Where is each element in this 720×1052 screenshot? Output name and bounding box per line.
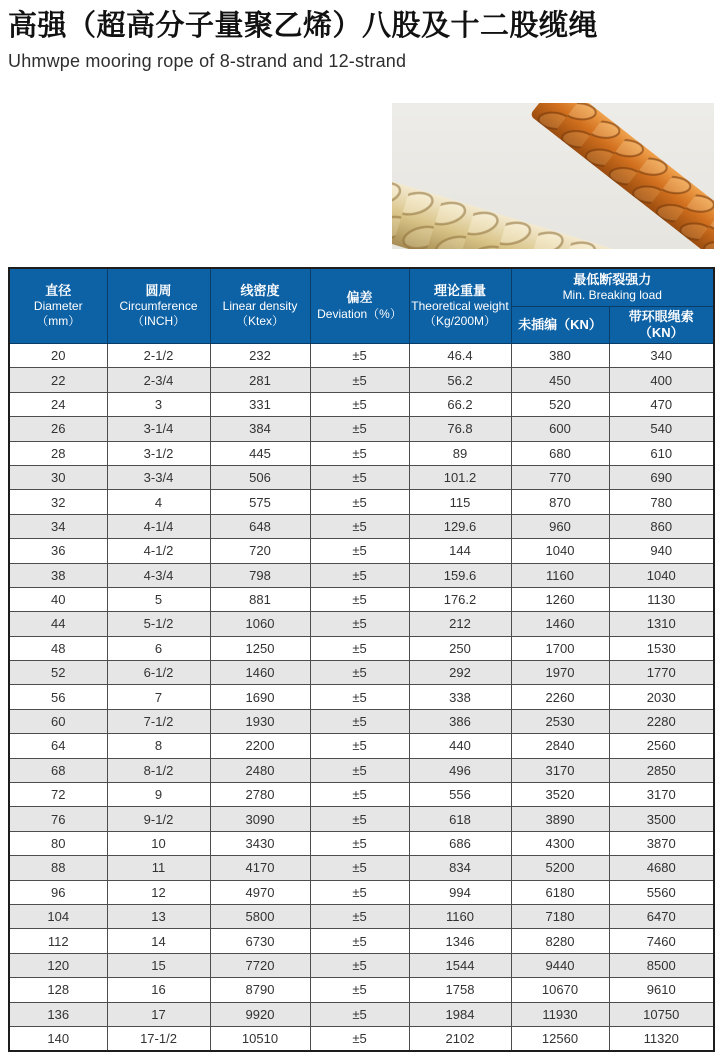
- table-cell: 2840: [511, 734, 609, 758]
- table-cell: 212: [409, 612, 511, 636]
- table-cell: 860: [609, 514, 714, 538]
- table-cell: 112: [9, 929, 107, 953]
- col-header-linear-density: 线密度 Linear density （Ktex）: [210, 268, 310, 344]
- table-cell: 10750: [609, 1002, 714, 1026]
- table-cell: 834: [409, 856, 511, 880]
- table-row: [9, 953, 714, 977]
- table-cell: ±5: [310, 856, 409, 880]
- table-cell: 9-1/2: [107, 807, 210, 831]
- table-cell: 2030: [609, 685, 714, 709]
- col-header-unspliced: 未插编（KN）: [511, 306, 609, 344]
- table-row: [9, 880, 714, 904]
- table-cell: 16: [107, 978, 210, 1002]
- table-cell: 496: [409, 758, 511, 782]
- table-cell: 3: [107, 392, 210, 416]
- table-cell: 32: [9, 490, 107, 514]
- table-cell: 8-1/2: [107, 758, 210, 782]
- table-cell: ±5: [310, 441, 409, 465]
- table-cell: ±5: [310, 563, 409, 587]
- table-cell: 338: [409, 685, 511, 709]
- table-cell: 9: [107, 783, 210, 807]
- table-cell: 7: [107, 685, 210, 709]
- table-cell: 8280: [511, 929, 609, 953]
- table-cell: 176.2: [409, 587, 511, 611]
- table-cell: 4-1/4: [107, 514, 210, 538]
- table-cell: 380: [511, 344, 609, 368]
- table-cell: 6470: [609, 904, 714, 928]
- table-cell: 8500: [609, 953, 714, 977]
- table-cell: 2850: [609, 758, 714, 782]
- table-cell: 5200: [511, 856, 609, 880]
- rope-photo-illustration: [392, 103, 714, 249]
- table-cell: ±5: [310, 1002, 409, 1026]
- table-cell: 46.4: [409, 344, 511, 368]
- table-cell: 6: [107, 636, 210, 660]
- table-cell: 1160: [409, 904, 511, 928]
- table-cell: 48: [9, 636, 107, 660]
- table-cell: ±5: [310, 612, 409, 636]
- table-cell: 12560: [511, 1026, 609, 1050]
- table-cell: 3500: [609, 807, 714, 831]
- table-cell: 690: [609, 465, 714, 489]
- table-cell: 17-1/2: [107, 1026, 210, 1050]
- table-row: [9, 563, 714, 587]
- table-cell: ±5: [310, 734, 409, 758]
- table-cell: 56.2: [409, 368, 511, 392]
- table-cell: 1346: [409, 929, 511, 953]
- table-row: [9, 441, 714, 465]
- table-row: [9, 417, 714, 441]
- table-cell: 292: [409, 661, 511, 685]
- table-row: [9, 709, 714, 733]
- table-cell: 7460: [609, 929, 714, 953]
- table-cell: 6180: [511, 880, 609, 904]
- table-cell: 120: [9, 953, 107, 977]
- table-row: [9, 514, 714, 538]
- table-cell: 13: [107, 904, 210, 928]
- table-cell: 2-1/2: [107, 344, 210, 368]
- table-cell: 331: [210, 392, 310, 416]
- table-cell: 1770: [609, 661, 714, 685]
- table-cell: 3430: [210, 831, 310, 855]
- table-cell: 101.2: [409, 465, 511, 489]
- table-cell: 1970: [511, 661, 609, 685]
- table-cell: 2200: [210, 734, 310, 758]
- table-cell: 881: [210, 587, 310, 611]
- table-row: [9, 978, 714, 1002]
- table-cell: 28: [9, 441, 107, 465]
- table-cell: 2260: [511, 685, 609, 709]
- table-cell: 136: [9, 1002, 107, 1026]
- table-cell: 400: [609, 368, 714, 392]
- table-cell: 56: [9, 685, 107, 709]
- table-cell: 76.8: [409, 417, 511, 441]
- table-cell: 618: [409, 807, 511, 831]
- table-cell: 770: [511, 465, 609, 489]
- table-cell: 159.6: [409, 563, 511, 587]
- table-cell: 144: [409, 539, 511, 563]
- table-row: [9, 490, 714, 514]
- table-row: [9, 1002, 714, 1026]
- col-header-circumference: 圆周 Circumference （INCH）: [107, 268, 210, 344]
- table-cell: 10670: [511, 978, 609, 1002]
- table-row: [9, 636, 714, 660]
- table-cell: 10: [107, 831, 210, 855]
- table-cell: 940: [609, 539, 714, 563]
- table-cell: 24: [9, 392, 107, 416]
- table-cell: 7180: [511, 904, 609, 928]
- table-cell: 470: [609, 392, 714, 416]
- table-cell: ±5: [310, 587, 409, 611]
- page-title-english: Uhmwpe mooring rope of 8-strand and 12-strand: [8, 51, 407, 72]
- table-cell: 610: [609, 441, 714, 465]
- table-cell: 384: [210, 417, 310, 441]
- table-cell: 1690: [210, 685, 310, 709]
- spec-table-head: [9, 268, 714, 344]
- table-cell: 68: [9, 758, 107, 782]
- table-cell: 386: [409, 709, 511, 733]
- table-cell: 72: [9, 783, 107, 807]
- table-cell: ±5: [310, 465, 409, 489]
- table-cell: 870: [511, 490, 609, 514]
- table-cell: 2-3/4: [107, 368, 210, 392]
- table-cell: ±5: [310, 392, 409, 416]
- col-header-diameter: 直径 Diameter （mm）: [9, 268, 107, 344]
- table-cell: ±5: [310, 709, 409, 733]
- table-row: [9, 465, 714, 489]
- spec-table-body: [9, 344, 714, 1051]
- table-cell: 64: [9, 734, 107, 758]
- table-cell: 4170: [210, 856, 310, 880]
- table-cell: 36: [9, 539, 107, 563]
- table-row: [9, 904, 714, 928]
- table-cell: ±5: [310, 368, 409, 392]
- table-cell: 11: [107, 856, 210, 880]
- table-cell: 1040: [609, 563, 714, 587]
- table-cell: 4970: [210, 880, 310, 904]
- table-cell: 1310: [609, 612, 714, 636]
- table-cell: 5-1/2: [107, 612, 210, 636]
- table-cell: 798: [210, 563, 310, 587]
- table-cell: 440: [409, 734, 511, 758]
- table-cell: 22: [9, 368, 107, 392]
- table-cell: 3-3/4: [107, 465, 210, 489]
- table-cell: 4680: [609, 856, 714, 880]
- col-header-deviation: 偏差 Deviation（%）: [310, 268, 409, 344]
- table-cell: 1040: [511, 539, 609, 563]
- table-cell: 600: [511, 417, 609, 441]
- table-cell: 4-1/2: [107, 539, 210, 563]
- table-cell: ±5: [310, 904, 409, 928]
- table-cell: 3870: [609, 831, 714, 855]
- table-cell: ±5: [310, 417, 409, 441]
- table-row: [9, 856, 714, 880]
- table-cell: 1460: [511, 612, 609, 636]
- table-cell: 1544: [409, 953, 511, 977]
- table-cell: 11930: [511, 1002, 609, 1026]
- table-cell: ±5: [310, 831, 409, 855]
- table-cell: 1530: [609, 636, 714, 660]
- table-cell: 250: [409, 636, 511, 660]
- table-cell: 720: [210, 539, 310, 563]
- table-cell: 3170: [609, 783, 714, 807]
- table-cell: 115: [409, 490, 511, 514]
- table-cell: 1060: [210, 612, 310, 636]
- table-cell: ±5: [310, 661, 409, 685]
- table-cell: 14: [107, 929, 210, 953]
- table-cell: 5800: [210, 904, 310, 928]
- table-cell: 20: [9, 344, 107, 368]
- table-cell: 30: [9, 465, 107, 489]
- table-cell: 5560: [609, 880, 714, 904]
- table-cell: 44: [9, 612, 107, 636]
- table-cell: 10510: [210, 1026, 310, 1050]
- spec-table-wrap: [8, 267, 713, 1052]
- table-cell: 26: [9, 417, 107, 441]
- table-row: [9, 734, 714, 758]
- table-cell: 680: [511, 441, 609, 465]
- table-cell: 648: [210, 514, 310, 538]
- table-row: [9, 539, 714, 563]
- table-row: [9, 612, 714, 636]
- table-cell: 281: [210, 368, 310, 392]
- table-cell: 9610: [609, 978, 714, 1002]
- table-cell: 556: [409, 783, 511, 807]
- table-cell: 66.2: [409, 392, 511, 416]
- table-row: [9, 344, 714, 368]
- table-cell: ±5: [310, 758, 409, 782]
- table-cell: 1930: [210, 709, 310, 733]
- table-cell: ±5: [310, 783, 409, 807]
- table-cell: 7720: [210, 953, 310, 977]
- table-cell: 3-1/4: [107, 417, 210, 441]
- table-cell: 506: [210, 465, 310, 489]
- col-header-eye-spliced: 带环眼绳索（KN）: [609, 306, 714, 344]
- table-row: [9, 831, 714, 855]
- table-cell: 38: [9, 563, 107, 587]
- table-cell: 2530: [511, 709, 609, 733]
- table-cell: ±5: [310, 514, 409, 538]
- table-cell: 96: [9, 880, 107, 904]
- table-cell: 88: [9, 856, 107, 880]
- table-cell: 1130: [609, 587, 714, 611]
- table-cell: 11320: [609, 1026, 714, 1050]
- table-cell: 34: [9, 514, 107, 538]
- table-cell: 960: [511, 514, 609, 538]
- table-cell: ±5: [310, 490, 409, 514]
- table-cell: 4: [107, 490, 210, 514]
- col-header-theoretical-weight: 理论重量 Theoretical weight （Kg/200M）: [409, 268, 511, 344]
- table-cell: 780: [609, 490, 714, 514]
- table-cell: 6-1/2: [107, 661, 210, 685]
- table-cell: 1700: [511, 636, 609, 660]
- table-cell: ±5: [310, 953, 409, 977]
- table-cell: 3890: [511, 807, 609, 831]
- table-cell: 5: [107, 587, 210, 611]
- table-row: [9, 661, 714, 685]
- table-cell: 1758: [409, 978, 511, 1002]
- table-row: [9, 392, 714, 416]
- table-cell: 15: [107, 953, 210, 977]
- table-cell: 1460: [210, 661, 310, 685]
- col-header-breaking-load: 最低断裂强力 Min. Breaking load: [511, 268, 714, 306]
- table-cell: 1984: [409, 1002, 511, 1026]
- table-cell: 60: [9, 709, 107, 733]
- table-cell: 3170: [511, 758, 609, 782]
- table-cell: ±5: [310, 978, 409, 1002]
- table-row: [9, 929, 714, 953]
- rope-photo: [392, 103, 714, 249]
- table-cell: 340: [609, 344, 714, 368]
- table-cell: 52: [9, 661, 107, 685]
- table-cell: 2102: [409, 1026, 511, 1050]
- table-cell: 40: [9, 587, 107, 611]
- table-cell: 129.6: [409, 514, 511, 538]
- table-cell: 575: [210, 490, 310, 514]
- table-cell: 12: [107, 880, 210, 904]
- table-cell: ±5: [310, 880, 409, 904]
- table-row: [9, 807, 714, 831]
- table-row: [9, 783, 714, 807]
- table-cell: 6730: [210, 929, 310, 953]
- table-cell: 9440: [511, 953, 609, 977]
- table-cell: 3090: [210, 807, 310, 831]
- page-title-chinese: 高强（超高分子量聚乙烯）八股及十二股缆绳: [8, 10, 599, 42]
- table-cell: ±5: [310, 1026, 409, 1050]
- table-cell: ±5: [310, 636, 409, 660]
- table-cell: 76: [9, 807, 107, 831]
- table-row: [9, 685, 714, 709]
- table-cell: 4-3/4: [107, 563, 210, 587]
- table-cell: 994: [409, 880, 511, 904]
- table-cell: 1260: [511, 587, 609, 611]
- table-cell: 17: [107, 1002, 210, 1026]
- table-cell: 89: [409, 441, 511, 465]
- table-cell: 9920: [210, 1002, 310, 1026]
- table-cell: 1160: [511, 563, 609, 587]
- table-cell: ±5: [310, 344, 409, 368]
- table-cell: 2560: [609, 734, 714, 758]
- table-cell: 140: [9, 1026, 107, 1050]
- table-cell: 3520: [511, 783, 609, 807]
- table-cell: 2280: [609, 709, 714, 733]
- table-cell: 8: [107, 734, 210, 758]
- table-cell: 1250: [210, 636, 310, 660]
- table-cell: 520: [511, 392, 609, 416]
- table-cell: 2780: [210, 783, 310, 807]
- table-cell: ±5: [310, 807, 409, 831]
- table-row: [9, 587, 714, 611]
- table-cell: 450: [511, 368, 609, 392]
- table-cell: 232: [210, 344, 310, 368]
- table-cell: 2480: [210, 758, 310, 782]
- table-cell: 3-1/2: [107, 441, 210, 465]
- table-row: [9, 368, 714, 392]
- table-cell: 445: [210, 441, 310, 465]
- table-cell: 8790: [210, 978, 310, 1002]
- table-cell: ±5: [310, 685, 409, 709]
- table-cell: 104: [9, 904, 107, 928]
- page-header: [8, 8, 712, 72]
- table-cell: 4300: [511, 831, 609, 855]
- table-cell: 7-1/2: [107, 709, 210, 733]
- spec-table: [8, 267, 715, 1052]
- table-row: [9, 1026, 714, 1050]
- table-row: [9, 758, 714, 782]
- table-cell: 686: [409, 831, 511, 855]
- table-cell: 540: [609, 417, 714, 441]
- table-cell: 128: [9, 978, 107, 1002]
- table-cell: 80: [9, 831, 107, 855]
- table-cell: ±5: [310, 929, 409, 953]
- table-cell: ±5: [310, 539, 409, 563]
